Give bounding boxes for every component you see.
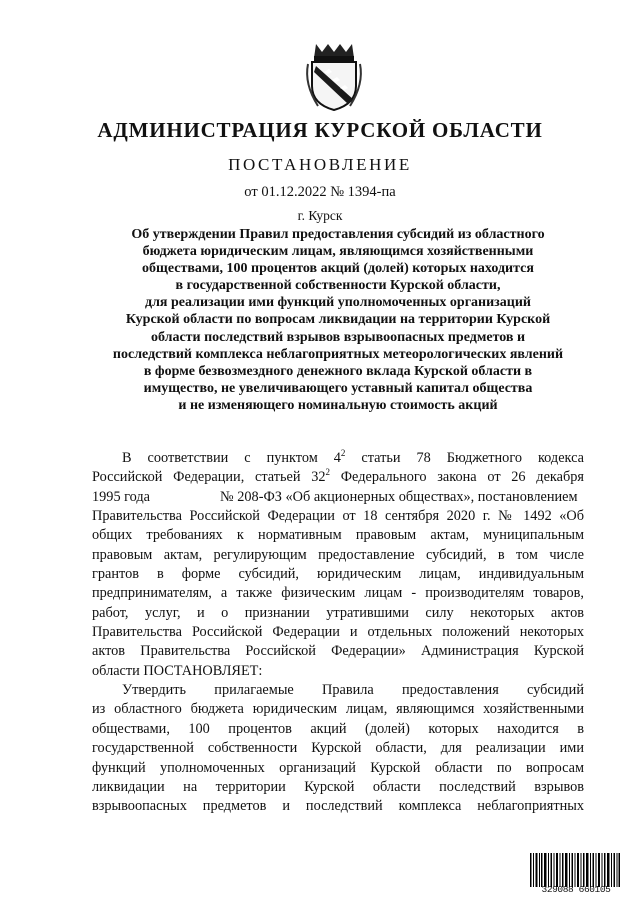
body-line: работ, услуг, и о признании утратившими силу некоторых актов: [92, 604, 584, 621]
heading-line: последствий комплекса неблагоприятных метеорологических явлений: [112, 346, 564, 362]
heading-line: в государственной собственности Курской области,: [175, 278, 501, 294]
organization-title: АДМИНИСТРАЦИЯ КУРСКОЙ ОБЛАСТИ: [97, 118, 543, 142]
heading-line: области последствий взрывов взрывоопасных предметов и: [150, 329, 526, 345]
heading-line: для реализации ими функций уполномоченных организаций: [144, 295, 532, 311]
heading-line: в форме безвозмездного денежного вклада Курской области в: [143, 363, 533, 379]
body-line: взрывоопасных предметов и последствий комплекса неблагоприятных: [92, 798, 584, 815]
heading-line: Курской области по вопросам ликвидации на территории Курской: [125, 312, 551, 328]
body-line: грантов в форме субсидий, юридическим лицам, индивидуальным: [92, 566, 584, 583]
document-body: [92, 449, 584, 817]
barcode-number: 329088 660105: [541, 884, 611, 895]
document-type: ПОСТАНОВЛЕНИЕ: [228, 155, 412, 174]
body-line: Правительства Российской Федерации от 18 сентября 2020 г. № 1492 «Об: [92, 508, 584, 525]
body-line: предпринимателям, а также физическим лицам - производителям товаров,: [92, 585, 584, 602]
body-line: общих требованиях к нормативным правовым актам, муниципальным: [92, 527, 584, 544]
barcode-icon: [530, 853, 620, 887]
body-line: Правительства Российской Федерации и отдельных положений некоторых: [92, 624, 584, 641]
body-line: области ПОСТАНОВЛЯЕТ:: [92, 662, 263, 679]
body-line: обществами, 100 процентов акций (долей) которых находится в: [92, 720, 584, 737]
body-line: ликвидации на территории Курской области последствий взрывов: [92, 778, 584, 795]
body-line: из областного бюджета юридическим лицам, являющимся хозяйственными: [92, 701, 584, 718]
body-line: правовым актам, регулирующим предоставление субсидий, в том числе: [92, 546, 584, 563]
document-heading: [78, 226, 598, 414]
heading-line: имущество, не увеличивающего уставный капитал общества: [143, 380, 533, 396]
heading-line: и не изменяющего номинальную стоимость акций: [178, 397, 498, 413]
heading-line: бюджета юридическим лицам, являющимся хозяйственными: [142, 244, 534, 260]
body-line: 1995 года № 208-ФЗ «Об акционерных обществах», постановлением: [92, 488, 578, 505]
body-line: Утвердить прилагаемые Правила предоставления субсидий: [122, 682, 584, 699]
body-line: актов Правительства Российской Федерации» Администрация Курской: [92, 643, 584, 660]
heading-line: обществами, 100 процентов акций (долей) которых находится: [142, 261, 534, 277]
kursk-coat-of-arms-icon: [302, 42, 366, 112]
document-date-number: от 01.12.2022 № 1394-па: [244, 184, 396, 200]
body-line: государственной собственности Курской области, для реализации ими: [92, 740, 584, 757]
heading-line: Об утверждении Правил предоставления субсидий из областного: [131, 227, 545, 242]
document-city: г. Курск: [297, 208, 343, 223]
body-line: Российской Федерации, статьей $32^2$ Федерального закона от 26 декабря: [92, 468, 584, 486]
body-line: функций уполномоченных организаций Курской области по вопросам: [92, 759, 584, 776]
body-line: В соответствии с пунктом $4^2$ статьи 78 Бюджетного кодекса: [122, 449, 584, 466]
